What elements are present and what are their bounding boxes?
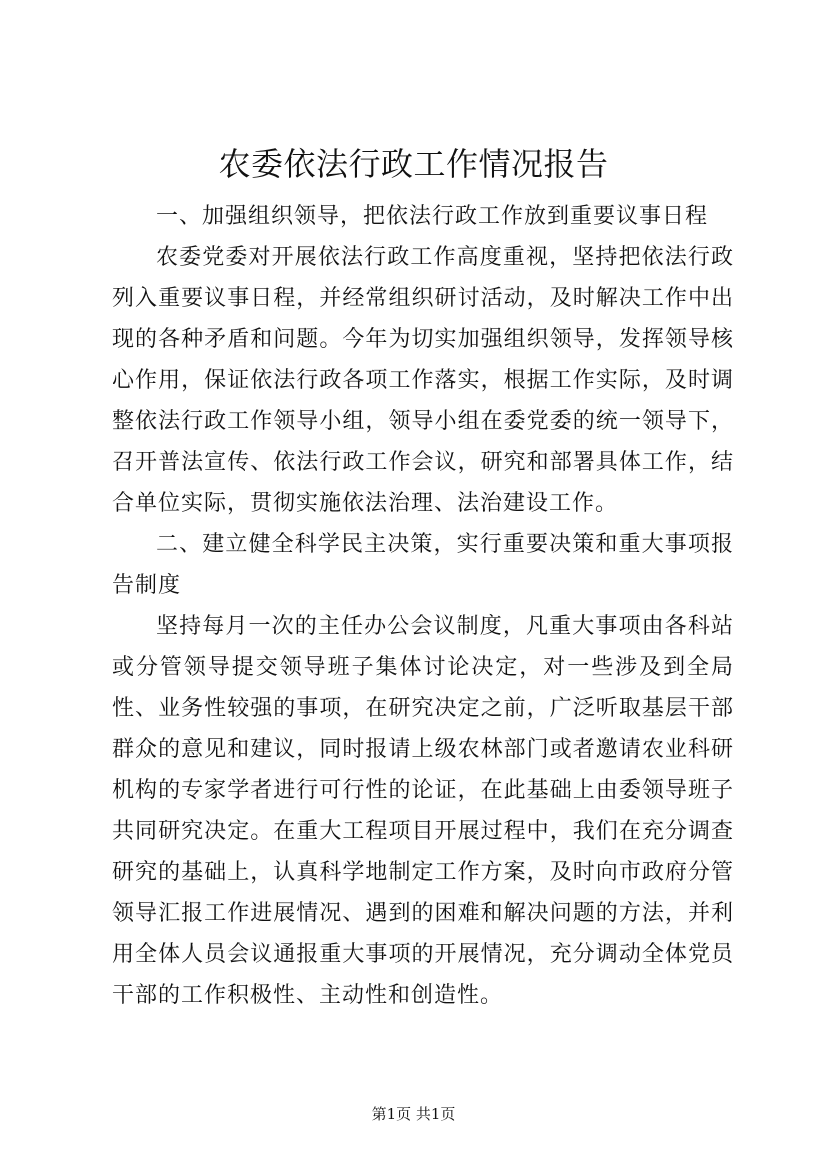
paragraph-1: 农委党委对开展依法行政工作高度重视，坚持把依法行政列入重要议事日程，并经常组织研讨活动，及时解决工作中出现的各种矛盾和问题。今年为切实加强组织领导，发挥领导核心作用，保证依法行政各项工作落实，根据工作实际，及时调整依法行政工作领导小组，领导小组在委党委的统一领导下，召开普法宣传、依法行政工作会议，研究和部署具体工作，结合单位实际，贯彻实施依法治理、法治建设工作。 [112, 245, 734, 516]
page-footer: 第1页 共1页 [371, 1105, 456, 1123]
document-title: 农委依法行政工作情况报告 [218, 145, 609, 183]
document-body [112, 196, 734, 1016]
paragraph-2: 坚持每月一次的主任办公会议制度，凡重大事项由各科站或分管领导提交领导班子集体讨论决定，对一些涉及到全局性、业务性较强的事项，在研究决定之前，广泛听取基层干部群众的意见和建议，同时报请上级农林部门或者邀请农业科研机构的专家学者进行可行性的论证，在此基础上由委领导班子共同研究决定。在重大工程项目开展过程中，我们在充分调查研究的基础上，认真科学地制定工作方案，及时向市政府分管领导汇报工作进展情况、遇到的困难和解决问题的方法，并利用全体人员会议通报重大事项的开展情况，充分调动全体党员干部的工作积极性、主动性和创造性。 [112, 614, 734, 1008]
section-heading-1: 一、加强组织领导，把依法行政工作放到重要议事日程 [156, 204, 709, 229]
section-heading-2: 二、建立健全科学民主决策，实行重要决策和重大事项报告制度 [112, 532, 734, 598]
